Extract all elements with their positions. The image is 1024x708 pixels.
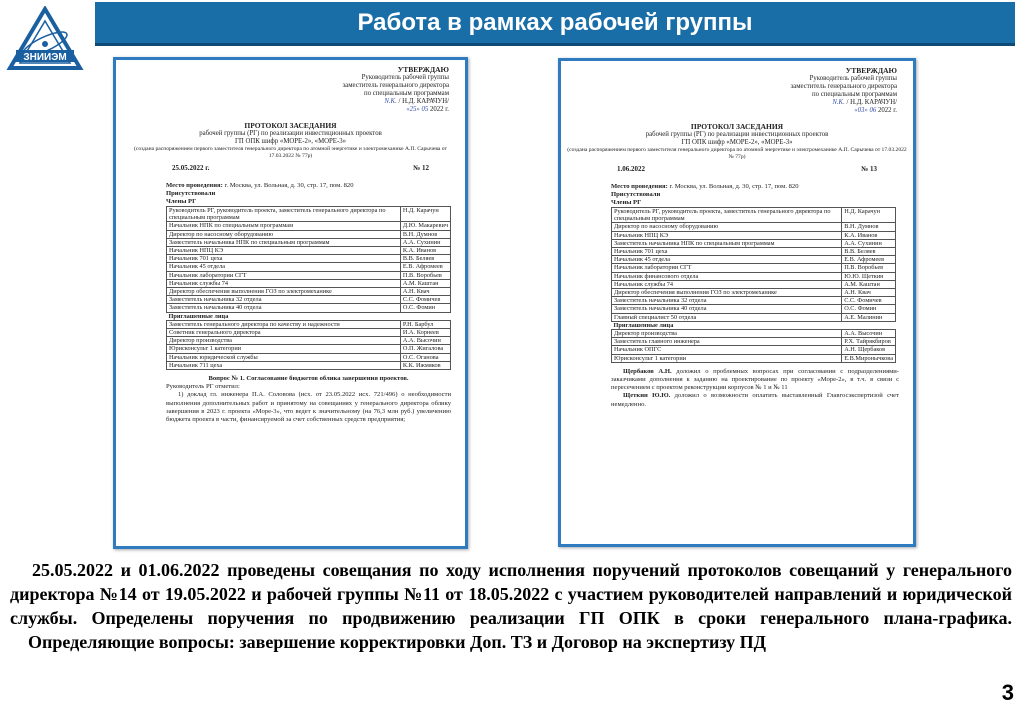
table-row: [612, 231, 896, 239]
member-position: Директор обеспечения выполнения ГОЗ по электромеханике: [612, 289, 842, 297]
member-position: Начальник лаборатории СГТ: [612, 264, 842, 272]
protocol-scan-12: [113, 57, 468, 549]
member-name: С.С. Фомичев: [400, 296, 450, 304]
approval-line: Руководитель рабочей группы: [809, 75, 897, 82]
member-position: Заместитель начальника 32 отдела: [167, 296, 401, 304]
page-title: Работа в рамках рабочей группы: [357, 8, 753, 36]
member-name: Н.Д. Карачун: [842, 208, 896, 223]
place-value: г. Москва, ул. Вольная, д. 30, стр. 17, пом. 820: [669, 183, 799, 190]
approval-title: УТВЕРЖДАЮ: [845, 66, 897, 75]
members-table: [611, 207, 896, 363]
table-row: [167, 337, 451, 345]
page-number: 3: [1001, 680, 1014, 705]
agenda-noted: Руководитель РГ отметил:: [166, 383, 240, 391]
member-position: Заместитель начальника 40 отдела: [612, 305, 842, 313]
protocol-title: ПРОТОКОЛ ЗАСЕДАНИЯ: [690, 122, 784, 131]
member-name: Н.Д. Карачун: [400, 207, 450, 222]
member-name: А.А. Высочин: [842, 330, 896, 338]
speaker-name: Щербаков А.Н.: [623, 367, 672, 375]
table-row: [612, 330, 896, 338]
table-row: [612, 289, 896, 297]
member-name: А.М. Каштан: [400, 279, 450, 287]
table-row: [167, 329, 451, 337]
table-row: [612, 264, 896, 272]
approval-line: по специальным программам: [364, 90, 449, 97]
agenda-paragraph: 1) доклад гл. инженера П.А. Соловова (исх. от 23.05.2022 исх. 721/496) о необходимости выполнения дополнительных работ и принятому на совещаниях у генерального директора облику завершения в 2023 г. проекта «Море-3», что ведет к значительному (на 76,3 млн руб.) увеличению бюджета проекта в части, финансируемой за счет собственных средств предприятия;: [166, 391, 451, 424]
table-row: [612, 248, 896, 256]
protocol-note: (создана распоряжением первого заместителя генерального директора по атомной энергетике и электромеханике А.П. Сарычева от 17.03.2022 № 77р): [567, 147, 907, 160]
protocol-heading: [567, 123, 907, 161]
member-position: Директор обеспечения выполнения ГОЗ по электромеханике: [167, 288, 401, 296]
member-position: Директор по насосному оборудованию: [612, 223, 842, 231]
member-position: Начальник 45 отдела: [167, 263, 401, 271]
member-name: А.Н. Квач: [400, 288, 450, 296]
summary-paragraph: 25.05.2022 и 01.06.2022 проведены совещания по ходу исполнения поручений протоколов совещаний у генерального директора №14 от 19.05.2022 и рабочей группы №11 от 18.05.2022 с участием руководителей направлений и юридической службы. Определены поручения по продвижению реализации ГП ОПК в сроки генерального плана-графика.: [10, 560, 1012, 628]
approval-line: заместитель генерального директора: [790, 83, 897, 90]
place-label: Место проведения:: [611, 183, 668, 190]
member-position: Начальник 701 цеха: [167, 255, 401, 263]
member-position: Заместитель генерального директора по качеству и надежности: [167, 320, 401, 328]
member-name: А.Н. Щербаков: [842, 346, 896, 354]
member-position: Начальник 701 цеха: [612, 248, 842, 256]
member-name: А.М. Каштан: [842, 280, 896, 288]
table-row: [167, 288, 451, 296]
table-row: [167, 296, 451, 304]
member-name: А.А. Сухинин: [842, 239, 896, 247]
member-name: Ю.Ю. Щеткин: [842, 272, 896, 280]
agenda-paragraph: доложил о проблемных вопросах при согласовании с подразделениями-заказчиками дополнения к заданию на проектирование по проекту «Море-2», в т.ч. в связи с пересечением с проектом реконструкции корпусов № 1 и № 11: [611, 367, 899, 392]
member-name: О.С. Оганова: [400, 353, 450, 361]
member-name: О.С. Фомин: [842, 305, 896, 313]
logo-text: ЗНИИЭМ: [23, 52, 67, 63]
member-name: В.В. Беляев: [842, 248, 896, 256]
table-row: [167, 304, 451, 312]
member-position: Заместитель главного инженера: [612, 338, 842, 346]
agenda-paragraph: доложил о возможности оплатить выставленный Главгосэкспертизой счет немедленно.: [611, 392, 899, 408]
place-value: г. Москва, ул. Вольная, д. 30, стр. 17, пом. 820: [224, 182, 354, 189]
table-row: [612, 313, 896, 321]
approval-line: по специальным программам: [812, 91, 897, 98]
protocol-line: ГП ОПК шифр «МОРЕ-2», «МОРЕ-3»: [681, 139, 793, 146]
member-position: Главный специалист 50 отдела: [612, 313, 842, 321]
protocol-title: ПРОТОКОЛ ЗАСЕДАНИЯ: [244, 121, 337, 130]
table-row: [167, 230, 451, 238]
protocol-line: рабочей группы (РГ) по реализации инвестиционных проектов: [645, 131, 829, 138]
table-row: [167, 207, 451, 222]
member-name: К.К. Ижмяков: [400, 361, 450, 369]
member-position: Начальник лаборатории СГТ: [167, 271, 401, 279]
handwritten-date: «03» 06: [854, 107, 877, 114]
member-position: Начальник 45 отдела: [612, 256, 842, 264]
approval-block: [567, 67, 907, 115]
member-position: Руководитель РГ, руководитель проекта, заместитель генерального директора по специальным программам: [167, 207, 401, 222]
member-name: А.Н. Квач: [842, 289, 896, 297]
member-name: Д.Ю. Макаревич: [400, 222, 450, 230]
table-row: [612, 305, 896, 313]
member-name: В.Н. Думнов: [842, 223, 896, 231]
company-logo: [6, 6, 84, 72]
member-name: А.Е. Малинин: [842, 313, 896, 321]
member-name: Р.Н. Барбул: [400, 320, 450, 328]
protocol-date: 1.06.2022: [617, 165, 645, 173]
member-position: Директор производства: [612, 330, 842, 338]
speaker-name: Щеткин Ю.Ю.: [623, 392, 671, 400]
agenda-block: [611, 368, 899, 409]
member-position: Начальник НПК по специальным программам: [167, 222, 401, 230]
member-name: Е.В.Миронычкова: [842, 354, 896, 362]
approval-title: УТВЕРЖДАЮ: [397, 65, 449, 74]
protocol-number: № 12: [413, 164, 429, 172]
members-table: [166, 206, 451, 370]
summary-text: [10, 558, 1012, 654]
member-position: Начальник 711 цеха: [167, 361, 401, 369]
table-row: [167, 222, 451, 230]
handwritten-date: «25» 05: [406, 106, 429, 113]
table-row: [612, 297, 896, 305]
member-name: О.С. Фомин: [400, 304, 450, 312]
place-label: Место проведения:: [166, 182, 223, 189]
approval-year: 2022 г.: [877, 107, 897, 114]
signature: N.K.: [384, 98, 397, 105]
members-heading: Члены РГ: [166, 198, 197, 205]
protocol-heading: [122, 122, 459, 160]
table-row: [167, 263, 451, 271]
table-row: [167, 353, 451, 361]
member-position: Заместитель начальника 40 отдела: [167, 304, 401, 312]
table-row: [167, 247, 451, 255]
approval-line: Руководитель рабочей группы: [361, 74, 449, 81]
member-position: Советник генерального директора: [167, 329, 401, 337]
table-row: [612, 256, 896, 264]
members-heading: Члены РГ: [611, 199, 642, 206]
agenda-question: Вопрос № 1. Согласование бюджетов облика завершения проектов.: [208, 375, 409, 383]
protocol-line: ГП ОПК шифр «МОРЕ-2», «МОРЕ-3»: [234, 138, 347, 145]
table-row: [612, 239, 896, 247]
member-name: В.В. Беляев: [400, 255, 450, 263]
approval-year: 2022 г.: [429, 106, 449, 113]
member-name: С.С. Фомичев: [842, 297, 896, 305]
approval-line: / Н.Д. КАРАЧУН/: [398, 98, 449, 105]
approval-line: заместитель генерального директора: [342, 82, 449, 89]
table-row: [167, 271, 451, 279]
member-position: Руководитель РГ, руководитель проекта, заместитель генерального директора по специальным программам: [612, 208, 842, 223]
invited-heading: Приглашенные лица: [612, 321, 896, 329]
table-section-row: [167, 312, 451, 320]
protocol-line: рабочей группы (РГ) по реализации инвестиционных проектов: [199, 130, 382, 137]
protocol-scan-13: [558, 58, 916, 547]
agenda-block: [166, 375, 451, 424]
member-name: К.А. Иванов: [400, 247, 450, 255]
signature: N.K.: [832, 99, 845, 106]
member-position: Начальник юридической службы: [167, 353, 401, 361]
member-position: Начальник службы 74: [612, 280, 842, 288]
member-name: И.А. Корнеев: [400, 329, 450, 337]
table-row: [612, 338, 896, 346]
member-name: Е.В. Афромеев: [842, 256, 896, 264]
approval-block: [122, 66, 459, 114]
table-row: [612, 223, 896, 231]
member-name: А.А. Высочин: [400, 337, 450, 345]
member-position: Юрисконсульт 1 категории: [612, 354, 842, 362]
present-label: Присутствовали: [611, 191, 661, 198]
member-position: Начальник финансового отдела: [612, 272, 842, 280]
title-bar: [95, 2, 1015, 46]
protocol-number: № 13: [861, 165, 877, 173]
table-row: [167, 361, 451, 369]
member-position: Начальник службы 74: [167, 279, 401, 287]
member-position: Директор производства: [167, 337, 401, 345]
table-row: [612, 280, 896, 288]
protocol-note: (создана распоряжением первого заместителя генерального директора по атомной энергетике и электромеханике А.П. Сарычева от 17.03.2022 № 77р): [134, 146, 447, 159]
member-name: Р.Х. Тайрякбиров: [842, 338, 896, 346]
member-position: Заместитель начальника НПК по специальным программам: [612, 239, 842, 247]
member-name: О.П. Жигалова: [400, 345, 450, 353]
table-row: [167, 255, 451, 263]
table-row: [612, 208, 896, 223]
member-position: Начальник ОПГС: [612, 346, 842, 354]
member-position: Директор по насосному оборудованию: [167, 230, 401, 238]
member-position: Заместитель начальника НПК по специальным программам: [167, 238, 401, 246]
protocol-date: 25.05.2022 г.: [172, 164, 210, 172]
member-name: К.А. Иванов: [842, 231, 896, 239]
member-position: Начальник НПЦ КЭ: [612, 231, 842, 239]
table-row: [167, 238, 451, 246]
invited-heading: Приглашенные лица: [167, 312, 451, 320]
member-position: Начальник НПЦ КЭ: [167, 247, 401, 255]
member-position: Юрисконсульт 1 категории: [167, 345, 401, 353]
approval-line: / Н.Д. КАРАЧУН/: [846, 99, 897, 106]
table-row: [612, 272, 896, 280]
member-name: П.В. Воробьев: [842, 264, 896, 272]
member-position: Заместитель начальника 32 отдела: [612, 297, 842, 305]
table-row: [612, 354, 896, 362]
member-name: П.В. Воробьев: [400, 271, 450, 279]
table-row: [167, 320, 451, 328]
table-row: [167, 345, 451, 353]
present-label: Присутствовали: [166, 190, 216, 197]
key-issues-paragraph: Определяющие вопросы: завершение корректировки Доп. ТЗ и Договор на экспертизу ПД: [28, 632, 767, 652]
table-row: [167, 279, 451, 287]
member-name: Е.В. Афромеев: [400, 263, 450, 271]
table-section-row: [612, 321, 896, 329]
table-row: [612, 346, 896, 354]
member-name: А.А. Сухинин: [400, 238, 450, 246]
member-name: В.Н. Думнов: [400, 230, 450, 238]
